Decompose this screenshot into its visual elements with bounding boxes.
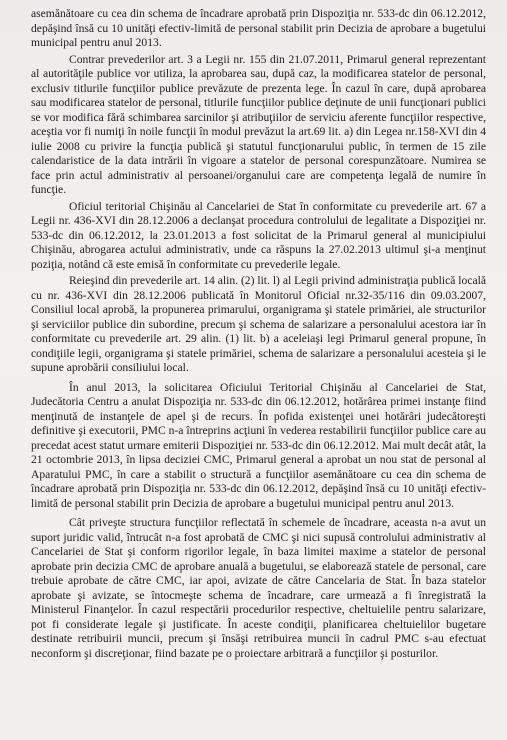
paragraph-oficiul-teritorial: Oficiul teritorial Chişinău al Cancelariei de Stat în conformitate cu prevederile art. 67 a Legii nr. 436-XVI din 28.12.2006 a declanşat procedura controlului de legalitate a Dispoziţiei nr. 533-dc din 06.12.2012, la 23.01.2013 a fost solicitat de la Primarul general al municipiului Chişinău, abrogarea actului administrativ, unde ca răspuns la 27.02.2013 ultimul şi-a menţinut poziţia, notând că este emisă în conformitate cu prevederile legale.: [31, 199, 486, 271]
paragraph-law-155: Contrar prevederilor art. 3 a Legii nr. 155 din 21.07.2011, Primarul general reprezentant al autorităţile publice vor utiliza, la aprobarea sau, după caz, la modificarea statelor de personal, exclusiv titlurile funcţiilor publice prevăzute de prezenta lege. În cazul în care, după aprobarea sau modificarea statelor de personal, titlurile funcţiilor publice deţinute de unii funcţionari publici se vor modifica fără schimbarea sarcinilor şi atribuţiilor de serviciu aferente funcţiilor respective, aceştia vor fi numiţi în noile funcţii în modul prevăzut la art.69 lit. a) din Legea nr.158-XVI din 4 iulie 2008 cu privire la funcţia publică şi statutul funcţionarului public, în termen de 15 zile calendaristice de la data intrării în vigoare a statelor de personal corespunzătoare. Numirea se face prin actul administrativ al persoanei/organului care are competenţa legală de numire în funcţie.: [31, 52, 486, 196]
paragraph-art-14: Reieşind din prevederile art. 14 alin. (2) lit. l) al Legii privind administraţia publică locală cu nr. 436-XVI din 28.12.2006 publicată în Monitorul Oficial nr.32-35/116 din 09.03.2007, Consiliul local aprobă, la propunerea primarului, organigrama şi statele primăriei, ale structurilor şi serviciilor publice din subordine, precum şi schema de salarizare a personalului acestora iar în conformitate cu prevederile art. 29 alin. (1) lit. b) a aceleiaşi legi Primarul general propune, în condiţiile legii, organigrama şi statele primăriei, schema de salarizare a personalului acesteia şi le supune aprobării consiliului local.: [31, 274, 486, 374]
paragraph-continuation: asemănătoare cu cea din schema de încadrare aprobată prin Dispoziţia nr. 533-dc din 06.12.2012, depăşind însă cu 10 unităţi efectiv-limită de personal stabilit prin Decizia de aprobare a bugetului municipal pentru anul 2013.: [31, 7, 486, 49]
paragraph-anul-2013: În anul 2013, la solicitarea Oficiului Teritorial Chişinău al Cancelariei de Stat, Judecătoria Centru a anulat Dispoziţia nr. 533-dc din 06.12.2012, hotărârea primei instanţe fiind menţinută de instanţele de apel şi de recurs. În pofida existenţei unei hotărâri judecătoreşti definitive şi executorii, PMC n-a întreprins acţiuni în vederea restabilirii funcţiilor publice care au precedat acest statut urmare emiterii Dispoziţiei nr. 533-dc din 06.12.2012. Mai mult decât atât, la 21 octombrie 2013, în lipsa deciziei CMC, Primarul general a aprobat un nou stat de personal al Aparatului PMC, în care a stabilit o structură a funcţiilor asemănătoare cu cea din schema de încadrare aprobată prin Dispoziţia nr. 533-dc din 06.12.2012, depăşind însă cu 10 unităţi efectiv-limită de personal stabilit prin Decizia de aprobare a bugetului municipal pentru anul 2013.: [31, 380, 486, 510]
paragraph-structura-functiilor: Cât priveşte structura funcţiilor reflectată în schemele de încadrare, aceasta n-a avut un suport juridic valid, întrucât n-a fost aprobată de CMC şi nici supusă controlului administrativ al Cancelariei de Stat şi conform rigorilor legale, în baza limitei maxime a statelor de personal aprobate prin decizia CMC de aprobare anuală a bugetului, se elaborează statele de personal, care trebuie aprobate de către CMC, iar apoi, avizate de către Cancelaria de Stat. În baza statelor aprobate şi avizate, se întocmeşte schema de încadrare, care urmează a fi înregistrată la Ministerul Finanţelor. În cazul respectării procedurilor respective, cheltuielile pentru salarizare, pot fi considerate legale şi justificate. În aceste condiţii, planificarea cheltuielilor bugetare destinate retribuirii muncii, precum şi însăşi retribuirea muncii în cadrul PMC s-au efectuat neconform şi discreţionar, fiind bazate pe o proiectare arbitrară a funcţiilor şi posturilor.: [31, 516, 486, 660]
